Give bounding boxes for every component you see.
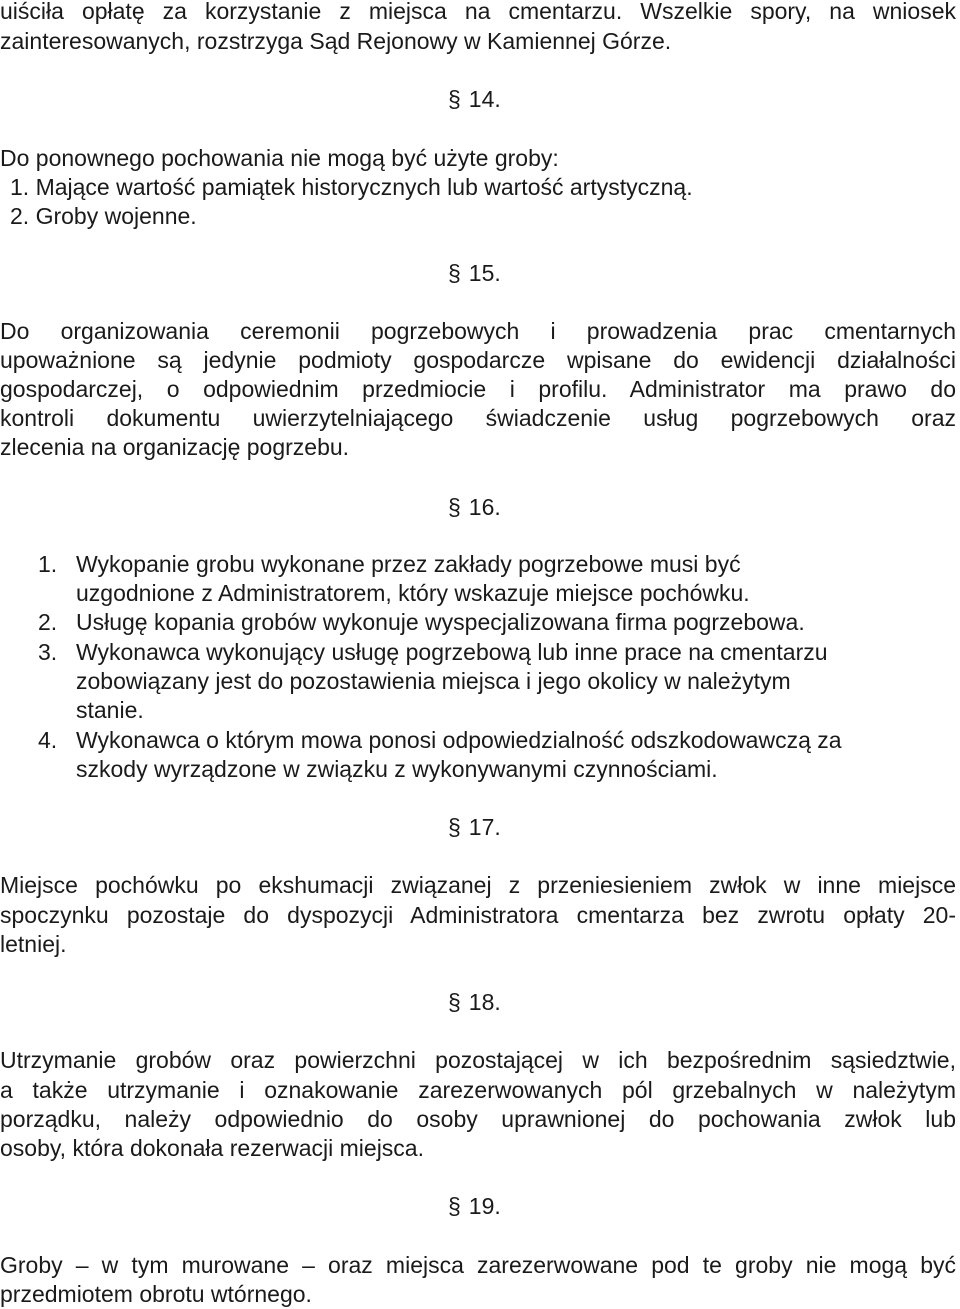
paragraph-line: kontroli dokumentu uwierzytelniającego świadczenie usług pogrzebowych oraz [0, 405, 956, 431]
paragraph-line: Do organizowania ceremonii pogrzebowych i prowadzenia prac cmentarnych [0, 318, 956, 344]
list-number: 3. [38, 639, 58, 665]
paragraph-line: przedmiotem obrotu wtórnego. [0, 1281, 312, 1307]
paragraph-line: upoważnione są jedynie podmioty gospodarcze wpisane do ewidencji działalności [0, 347, 956, 373]
list-item-line: Wykonawca o którym mowa ponosi odpowiedzialność odszkodowawczą za [76, 727, 842, 753]
section-18-heading: § 18. [448, 987, 501, 1017]
paragraph-line: porządku, należy odpowiednio do osoby uprawnionej do pochowania zwłok lub [0, 1106, 956, 1132]
paragraph-line: zlecenia na organizację pogrzebu. [0, 434, 350, 460]
section-19-heading: § 19. [448, 1191, 501, 1221]
intro-line: uiściła opłatę za korzystanie z miejsca na cmentarzu. Wszelkie spory, na wniosek [0, 0, 956, 24]
paragraph-line: letniej. [0, 931, 67, 957]
list-item-line: Usługę kopania grobów wykonuje wyspecjalizowana firma pogrzebowa. [76, 609, 805, 635]
list-number: 1. [38, 551, 58, 577]
list-item-line: uzgodnione z Administratorem, który wskazuje miejsce pochówku. [76, 580, 750, 606]
section-14-lead: Do ponownego pochowania nie mogą być użyte groby: [0, 145, 559, 171]
paragraph-line: a także utrzymanie i oznakowanie zarezerwowanych pól grzebalnych w należytym [0, 1077, 956, 1103]
section-15-heading: § 15. [448, 258, 501, 288]
section-16-heading: § 16. [448, 492, 501, 522]
paragraph-line: Miejsce pochówku po ekshumacji związanej z przeniesieniem zwłok w inne miejsce [0, 872, 956, 898]
section-17-heading: § 17. [448, 812, 501, 842]
list-item: 2. Groby wojenne. [10, 203, 197, 229]
paragraph-line: osoby, która dokonała rezerwacji miejsca. [0, 1135, 424, 1161]
list-item: 1. Mające wartość pamiątek historycznych lub wartość artystyczną. [10, 174, 693, 200]
paragraph-line: Utrzymanie grobów oraz powierzchni pozostającej w ich bezpośrednim sąsiedztwie, [0, 1047, 956, 1073]
paragraph-line: spoczynku pozostaje do dyspozycji Administratora cmentarza bez zwrotu opłaty 20- [0, 902, 956, 928]
list-item-line: stanie. [76, 697, 144, 723]
list-item-line: szkody wyrządzone w związku z wykonywanymi czynnościami. [76, 756, 718, 782]
list-number: 4. [38, 727, 58, 753]
list-item-line: zobowiązany jest do pozostawienia miejsca i jego okolicy w należytym [76, 668, 791, 694]
list-item-line: Wykonawca wykonujący usługę pogrzebową lub inne prace na cmentarzu [76, 639, 828, 665]
paragraph-line: Groby – w tym murowane – oraz miejsca zarezerwowane pod te groby nie mogą być [0, 1252, 956, 1278]
list-item-line: Wykopanie grobu wykonane przez zakłady pogrzebowe musi być [76, 551, 741, 577]
section-14-heading: § 14. [448, 84, 501, 114]
intro-line: zainteresowanych, rozstrzyga Sąd Rejonowy w Kamiennej Górze. [0, 28, 672, 54]
list-number: 2. [38, 609, 58, 635]
paragraph-line: gospodarczej, o odpowiednim przedmiocie i profilu. Administrator ma prawo do [0, 376, 956, 402]
